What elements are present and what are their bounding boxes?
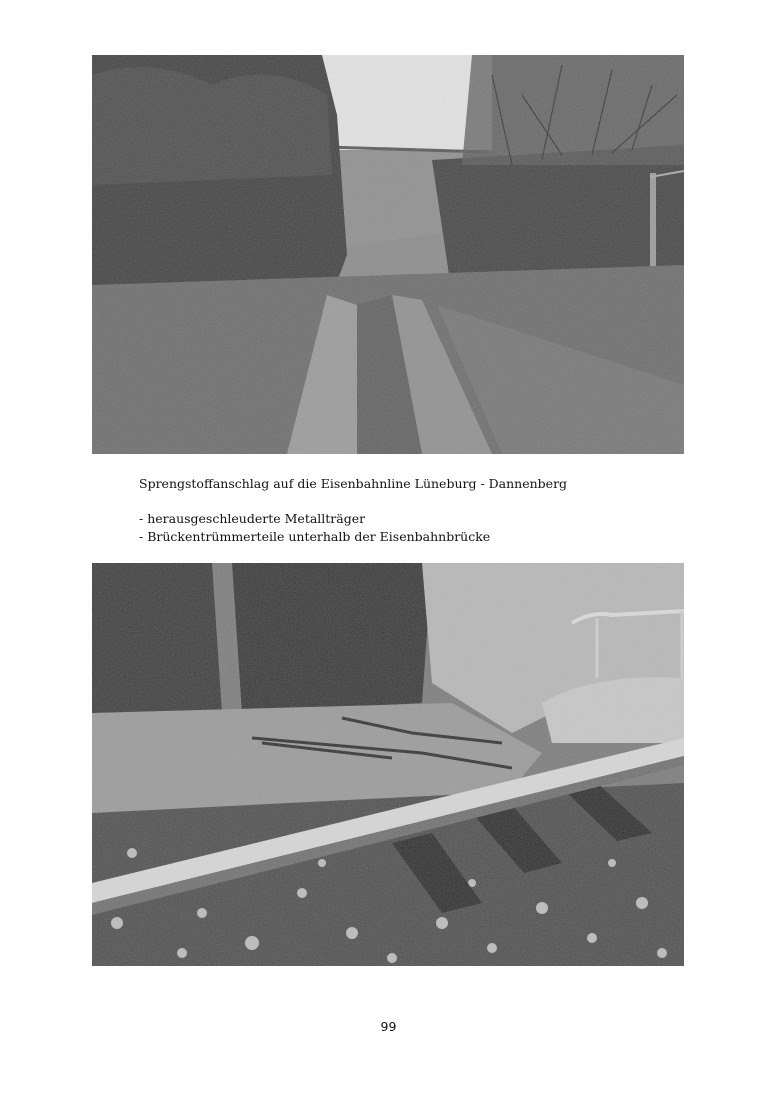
caption-title: Sprengstoffanschlag auf die Eisenbahnline Lüneburg - Dannenberg [139, 476, 568, 491]
embankment-track-image [92, 55, 684, 454]
caption-list-item: - Brückentrümmerteile unterhalb der Eisenbahnbrücke [139, 529, 491, 544]
caption-list-item: - herausgeschleuderte Metallträger [139, 511, 366, 526]
photo-embankment-track [92, 55, 684, 454]
photo-bridge-debris [92, 563, 684, 966]
bridge-debris-image [92, 563, 684, 966]
page-number: 99 [380, 1019, 397, 1034]
